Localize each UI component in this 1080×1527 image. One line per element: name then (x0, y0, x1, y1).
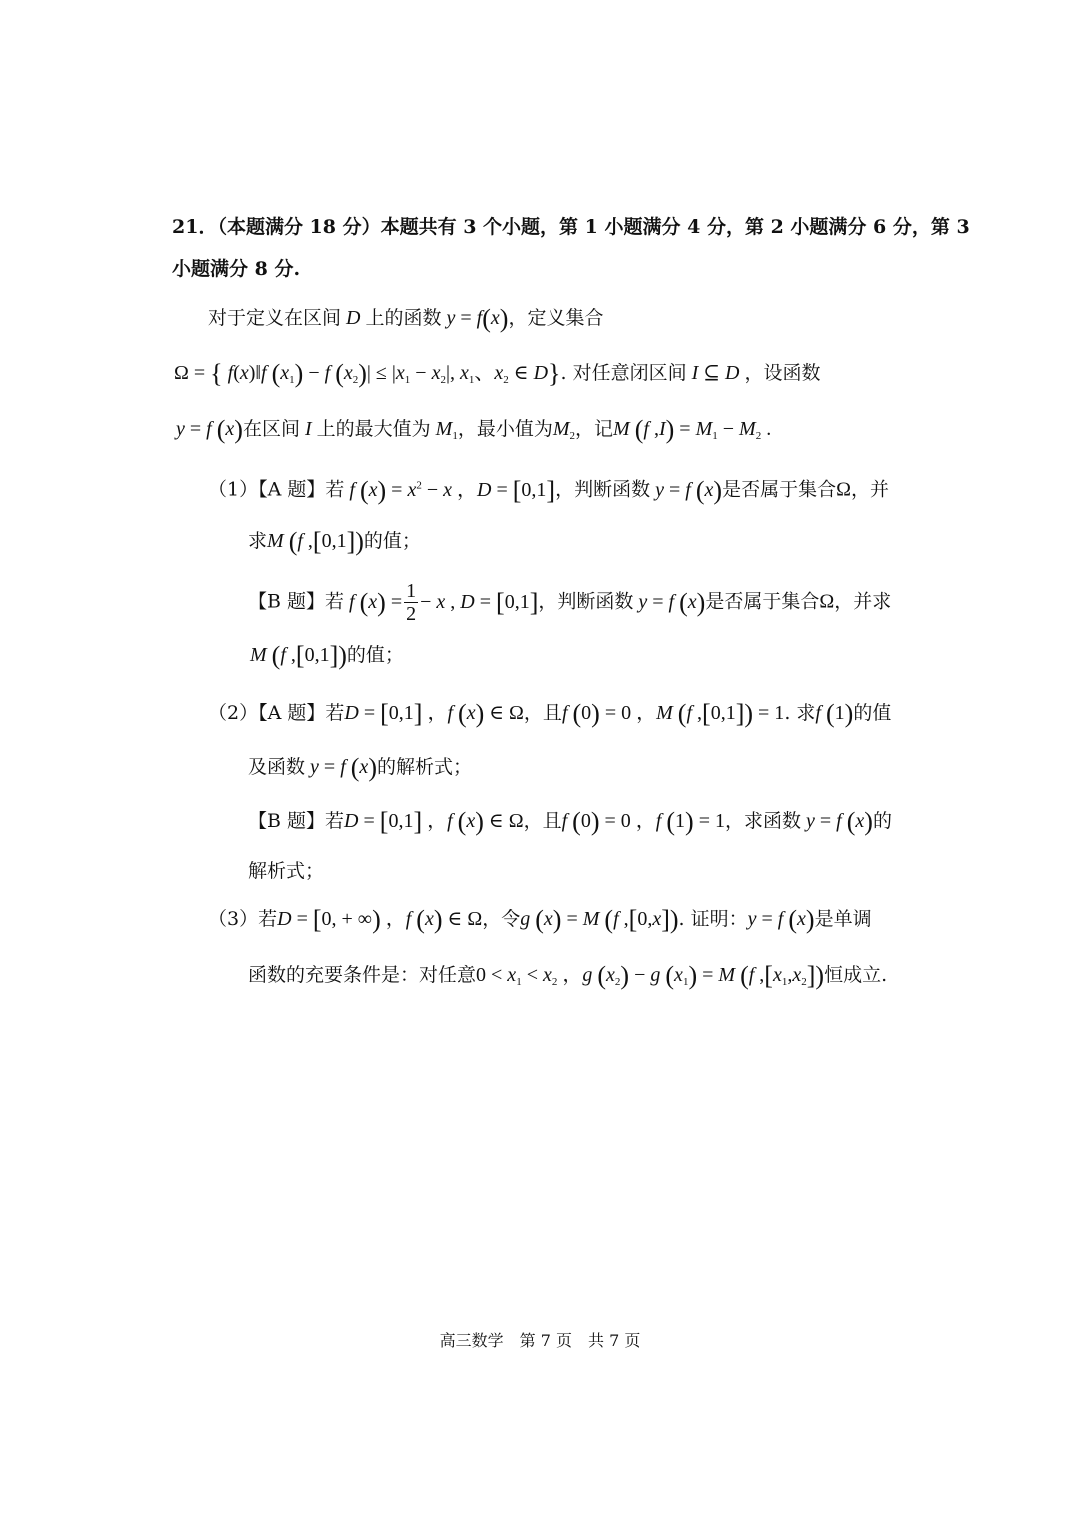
math: M (f $,I) = M_1 - M_2$ . (613, 415, 772, 444)
text: ，令 (482, 908, 521, 930)
text: ，且 (523, 810, 562, 832)
text: 是单调 (814, 908, 872, 930)
part3-line2 (248, 960, 887, 997)
math: − x , D = [0,1] (420, 587, 539, 617)
page-number: 高三数学 第 7 页 共 7 页 (439, 1331, 641, 1350)
math: f (0) = 0 ，f (1) = 1 (561, 807, 725, 836)
part3-line1 (208, 904, 872, 935)
math-fraction: $\frac{1}{2}$ (406, 580, 417, 625)
text: . 求 (784, 702, 816, 724)
part2-b-line2 (248, 856, 324, 886)
text: 的值； (363, 530, 421, 552)
math: = (455, 307, 477, 329)
part2-b-line1 (248, 806, 892, 837)
text: 若 (325, 478, 345, 501)
math: Ω (819, 590, 835, 613)
math: f (1) (815, 699, 854, 728)
intro-text: ，定义集合 (508, 307, 604, 329)
text: 的值； (346, 644, 404, 666)
math: x (490, 307, 500, 329)
math: D = [0,1] ，f (x) ∈ Ω (344, 807, 524, 836)
math: Ω (836, 478, 851, 501)
math: f (0) = 0 ，M (f ,[0,1]) = 1 (561, 699, 785, 728)
math: D = [0, + ∞) ，f (x) ∈ Ω (277, 905, 483, 934)
math: D (341, 307, 366, 329)
math: $M_2$ (552, 418, 576, 442)
intro-line-3 (176, 414, 771, 451)
question-tag: 【A 题】 (258, 478, 326, 501)
text: ，判断函数 (555, 478, 651, 501)
part-label: （3） (208, 908, 259, 930)
question-tag: 【B 题】 (248, 590, 326, 613)
part2-a-line2 (248, 752, 472, 783)
intro-text: 上的函数 (365, 307, 442, 329)
problem-header-cont (172, 254, 300, 284)
math: f (476, 307, 483, 329)
problem-header (172, 212, 970, 242)
text: 若 (258, 908, 278, 930)
part1-b-line2 (250, 640, 404, 671)
math: y (441, 307, 456, 329)
math: y = f (x) (638, 587, 706, 617)
intro-text: ，记 (575, 418, 614, 440)
text: 若 (325, 590, 345, 613)
intro-text: ，最小值为 (457, 418, 553, 440)
math: D = [0,1] ，f (x) ∈ Ω (344, 699, 524, 728)
math: f $(x) = x^2 - x$ ，D = [0,1] (349, 475, 556, 505)
text: ，判断函数 (538, 590, 634, 613)
text: 恒成立. (824, 964, 888, 986)
part1-a-line1 (208, 470, 889, 506)
text: 是否属于集合 (705, 590, 820, 613)
math: y = f (x) (310, 753, 377, 782)
text: 及函数 (248, 756, 306, 778)
intro-text: ，设函数 (744, 362, 821, 384)
text: 的 (872, 810, 892, 832)
intro-text: 上的最大值为 (316, 418, 431, 440)
math: y = f (x) (747, 905, 815, 934)
part1-b-line1 (248, 580, 891, 625)
math: M (f ,[0,1]) (250, 641, 347, 670)
intro-text: . 对任意闭区间 (560, 362, 687, 384)
intro-line-1 (208, 303, 603, 334)
problem-header-line2: 小题满分 8 分. (172, 258, 301, 280)
text: 若 (325, 702, 345, 724)
math: I (686, 362, 704, 384)
page-footer (0, 1328, 1080, 1351)
math: y = f (x) (176, 415, 243, 444)
math: y = f (x) (805, 807, 873, 836)
math: I (299, 418, 317, 440)
text: 函数的充要条件是：对任意 (248, 964, 477, 986)
text: ，并求 (834, 590, 892, 613)
math: y = f (x) (655, 475, 723, 505)
math: $0 < x_1 < x_2$ ，g $(x_2) - g$ $(x_1) = M$ (f $,[x_1,x_2]$) (476, 961, 825, 990)
text: 的值 (853, 702, 892, 724)
text: ，且 (523, 702, 562, 724)
intro-text: 对于定义在区间 (208, 307, 342, 329)
text: . 证明： (678, 908, 748, 930)
question-tag: 【A 题】 (258, 702, 326, 724)
text: 求 (248, 530, 268, 552)
text: 的解析式； (376, 756, 472, 778)
math: M (f ,[0,1]) (267, 527, 364, 556)
text: 是否属于集合 (722, 478, 837, 501)
intro-text: 在区间 (242, 418, 300, 440)
math: g (x) = M (f ,[0,x]) (520, 905, 679, 934)
text: ，并 (850, 478, 889, 501)
text: 解析式； (248, 860, 325, 882)
math: ( (482, 304, 491, 333)
math: ⊆ (703, 362, 721, 384)
text: 若 (325, 810, 345, 832)
part-label: （1） (208, 478, 259, 501)
math: $M_1$ (430, 418, 458, 442)
part2-a-line1 (208, 698, 891, 729)
math-omega-set: Ω = { f(x)‖f $(x_1) - f$ $(x_2)| \le |x_1 - x_2|$, $x_1$、$x_2$ ∈ D} (174, 359, 561, 388)
question-tag: 【B 题】 (248, 810, 326, 832)
math: ) (499, 304, 509, 333)
math: D (720, 362, 745, 384)
text: ，求函数 (724, 810, 801, 832)
math: f (x) = (349, 587, 403, 617)
intro-line-2 (174, 358, 821, 395)
part1-a-line2 (248, 526, 421, 557)
problem-header-line1: 21．（本题满分 18 分）本题共有 3 个小题，第 1 小题满分 4 分，第 2 小题满分 6 分，第 3 (172, 216, 970, 238)
part-label: （2） (208, 702, 259, 724)
